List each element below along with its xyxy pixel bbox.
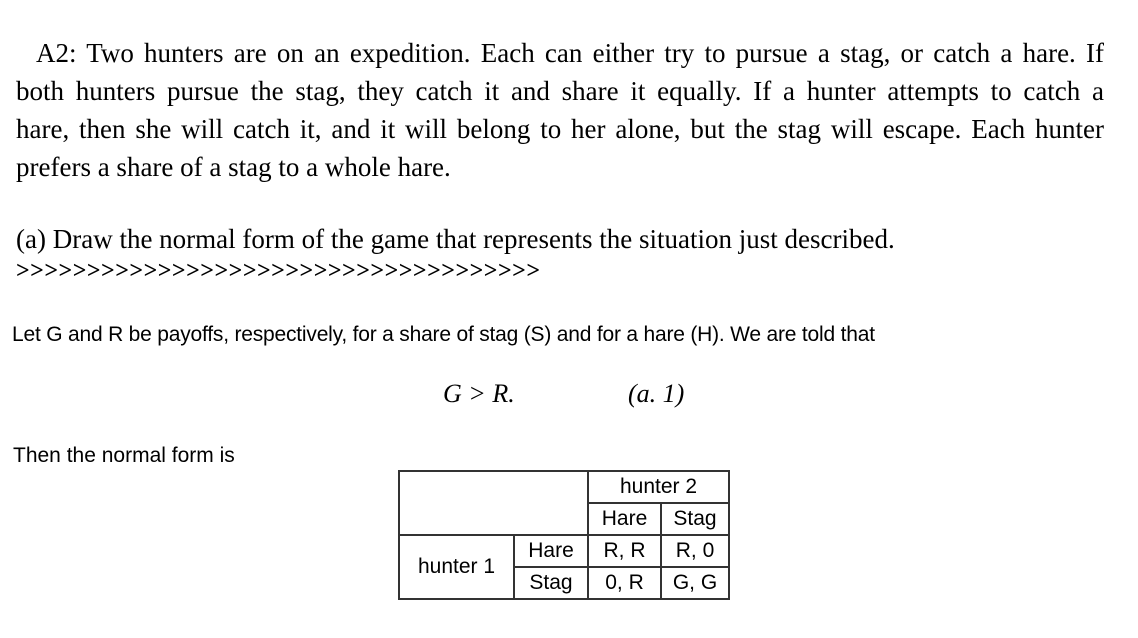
problem-statement: [16, 34, 1104, 186]
normal-form-lead: Then the normal form is: [13, 444, 235, 467]
answer-marker-arrows: >>>>>>>>>>>>>>>>>>>>>>>>>>>>>>>>>>>>>: [16, 258, 541, 284]
equation-number: (a. 1): [628, 379, 685, 408]
problem-line-4: prefers a share of a stag to a whole hare.: [16, 152, 451, 182]
row-player-header: hunter 1: [399, 535, 514, 599]
payoff-cell-stag-hare: 0, R: [588, 567, 661, 599]
col-strategy-stag: Stag: [661, 503, 729, 535]
payoff-matrix-table: [398, 470, 730, 600]
solution-intro: Let G and R be payoffs, respectively, for a share of stag (S) and for a hare (H). We are told that: [12, 323, 875, 346]
corner-empty-cell: [399, 471, 588, 535]
row-strategy-hare: Hare: [514, 535, 588, 567]
part-a-prompt: (a) Draw the normal form of the game that represents the situation just described.: [16, 224, 895, 254]
table-row-col-player: [399, 471, 729, 503]
problem-line-2: both hunters pursue the stag, they catch it and share it equally. If a hunter attempts to catch a: [16, 76, 1104, 106]
table-row-hare: [399, 535, 729, 567]
problem-line-1: A2: Two hunters are on an expedition. Each can either try to pursue a stag, or catch a hare. If: [36, 38, 1104, 68]
col-strategy-hare: Hare: [588, 503, 661, 535]
col-player-header: hunter 2: [588, 471, 729, 503]
payoff-cell-hare-hare: R, R: [588, 535, 661, 567]
payoff-cell-stag-stag: G, G: [661, 567, 729, 599]
problem-line-3: hare, then she will catch it, and it will belong to her alone, but the stag will escape. Each hunter: [16, 114, 1104, 144]
payoff-cell-hare-stag: R, 0: [661, 535, 729, 567]
equation-expression: G > R.: [443, 379, 515, 408]
row-strategy-stag: Stag: [514, 567, 588, 599]
